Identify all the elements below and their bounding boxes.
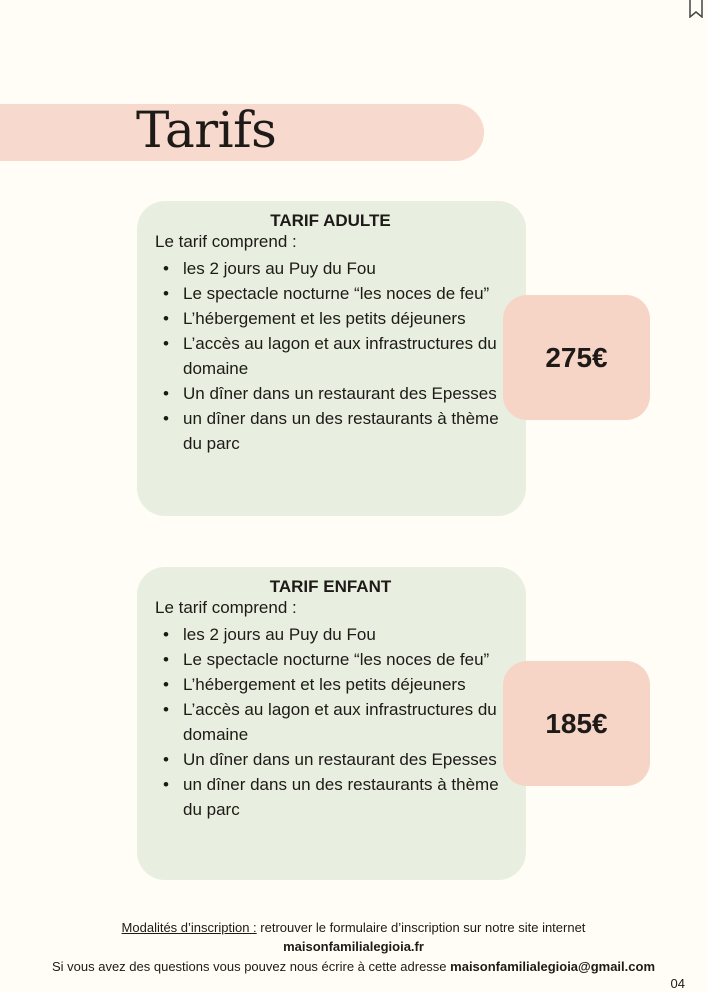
child-tariff-title: TARIF ENFANT <box>269 577 392 596</box>
list-item: • Le spectacle nocturne “les noces de feu” <box>155 647 506 672</box>
registration-text: retrouver le formulaire d’inscription sur notre site internet <box>256 920 586 935</box>
page-number: 04 <box>670 976 685 991</box>
registration-label: Modalités d’inscription : <box>121 920 257 935</box>
list-item: • Un dîner dans un restaurant des Epesses <box>155 747 506 772</box>
list-item: • L’hébergement et les petits déjeuners <box>155 306 506 331</box>
email-link[interactable]: maisonfamilialegioia@gmail.com <box>450 959 656 974</box>
adult-price: 275€ <box>503 295 650 420</box>
adult-tariff-intro: Le tarif comprend : <box>155 232 297 251</box>
contact-text: Si vous avez des questions vous pouvez nous écrire à cette adresse <box>51 959 451 974</box>
list-item: • Un dîner dans un restaurant des Epesses <box>155 381 506 406</box>
adult-tariff-title: TARIF ADULTE <box>270 211 391 230</box>
adult-tariff-card <box>137 201 526 516</box>
contact-info <box>0 957 707 976</box>
list-item: • Le spectacle nocturne “les noces de feu” <box>155 281 506 306</box>
child-tariff-list <box>155 622 506 822</box>
child-price: 185€ <box>503 661 650 786</box>
page-title: Tarifs <box>136 101 277 159</box>
adult-tariff-list <box>155 256 506 456</box>
list-item: • L’hébergement et les petits déjeuners <box>155 672 506 697</box>
child-tariff-card <box>137 567 526 880</box>
list-item: • L’accès au lagon et aux infrastructures du domaine <box>155 697 506 747</box>
list-item: • les 2 jours au Puy du Fou <box>155 622 506 647</box>
list-item: • un dîner dans un des restaurants à thème du parc <box>155 406 506 456</box>
bookmark-icon[interactable] <box>687 0 705 18</box>
child-tariff-intro: Le tarif comprend : <box>155 598 297 617</box>
registration-info <box>0 918 707 937</box>
list-item: • les 2 jours au Puy du Fou <box>155 256 506 281</box>
list-item: • un dîner dans un des restaurants à thème du parc <box>155 772 506 822</box>
list-item: • L’accès au lagon et aux infrastructures du domaine <box>155 331 506 381</box>
website-link[interactable]: maisonfamilialegioia.fr <box>283 939 424 954</box>
